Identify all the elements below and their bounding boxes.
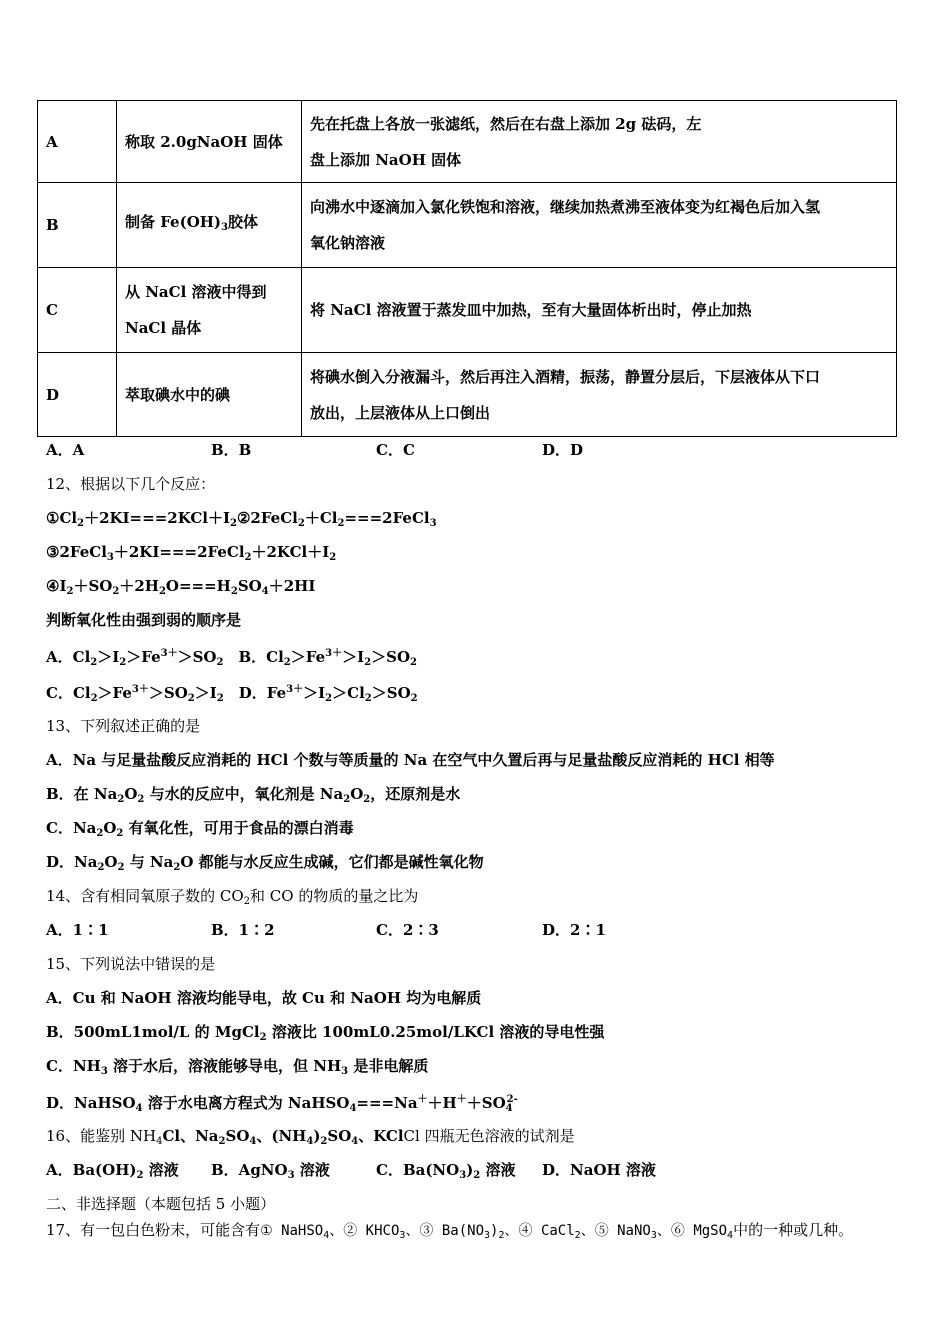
q12-options-ab: A．$Cl_2>I_2>Fe^{3+}>SO_2$ B．$Cl_2>Fe^{3+}>I_2>SO_2$: [46, 648, 417, 668]
row-operation: 萃取碘水中的碘: [117, 353, 302, 437]
row-method: 将 NaCl 溶液置于蒸发皿中加热，至有大量固体析出时，停止加热: [302, 268, 897, 353]
row-key: C: [38, 268, 117, 353]
row-operation: 称取 2.0gNaOH 固体: [117, 101, 302, 183]
q16-option-a: A．$Ba(OH)_2$ 溶液: [46, 1161, 179, 1181]
row-key: A: [38, 101, 117, 183]
table-row: [38, 101, 897, 183]
experiment-table: [37, 100, 897, 437]
row-key: B: [38, 183, 117, 268]
q14-stem: 14、含有相同氧原子数的 $CO_2$和 CO 的物质的量之比为: [46, 887, 419, 907]
q13-option-d: D．$Na_2O_2$ 与 $Na_2O$ 都能与水反应生成碱，它们都是碱性氧化物: [46, 853, 484, 873]
q15-option-c: C．$NH_3$ 溶于水后，溶液能够导电，但 $NH_3$ 是非电解质: [46, 1057, 429, 1077]
q12-reaction-4: $④I_2+SO_2+2H_2O===H_2SO_4+2HI$: [46, 577, 316, 597]
q12-stem: 12、根据以下几个反应：: [46, 475, 216, 493]
section-heading: 二、非选择题（本题包括 5 小题）: [46, 1195, 276, 1213]
q13-stem: 13、下列叙述正确的是: [46, 717, 201, 735]
q13-option-b: B．在 $Na_2O_2$ 与水的反应中，氧化剂是 $Na_2O_2$，还原剂是水: [46, 785, 461, 805]
q11-option-b: B．B: [211, 441, 252, 459]
q12-options-cd: C．$Cl_2>Fe^{3+}>SO_2>I_2$ D．$Fe^{3+}>I_2>Cl_2>SO_2$: [46, 684, 418, 704]
q15-option-a: A．Cu 和 NaOH 溶液均能导电，故 Cu 和 NaOH 均为电解质: [46, 989, 482, 1007]
q12-prompt: 判断氧化性由强到弱的顺序是: [46, 611, 242, 629]
q13-option-a: A．Na 与足量盐酸反应消耗的 HCl 个数与等质量的 Na 在空气中久置后再与足量盐酸反应消耗的 HCl 相等: [46, 751, 775, 769]
row-method: 先在托盘上各放一张滤纸，然后在右盘上添加 2g 砝码，左 盘上添加 NaOH 固体: [302, 101, 897, 183]
q11-option-c: C．C: [376, 441, 415, 459]
q15-option-b: B．500mL1mol/L 的 MgCl$_2$ 溶液比 100mL0.25mol/LKCl 溶液的导电性强: [46, 1023, 605, 1043]
q11-option-d: D．D: [542, 441, 584, 459]
q11-option-a: A．A: [46, 441, 85, 459]
row-method: 将碘水倒入分液漏斗，然后再注入酒精，振荡，静置分层后，下层液体从下口 放出，上层液体从上口倒出: [302, 353, 897, 437]
q16-option-c: C．$Ba(NO_3)_2$ 溶液: [376, 1161, 516, 1181]
table-row: [38, 353, 897, 437]
q16-option-d: D．NaOH 溶液: [542, 1161, 656, 1179]
q14-option-a: A．1∶1: [46, 921, 109, 939]
row-method: 向沸水中逐滴加入氯化铁饱和溶液，继续加热煮沸至液体变为红褐色后加入氢 氧化钠溶液: [302, 183, 897, 268]
q14-option-b: B．1∶2: [211, 921, 275, 939]
q17-stem: 17、有一包白色粉末，可能含有① NaHSO$_4$、② $KHCO_3$、③ $Ba(NO_3)_2$、④ CaCl$_2$、⑤ NaNO$_3$、⑥ MgSO$_4$中的一种或几种。: [46, 1221, 854, 1241]
q15-stem: 15、下列说法中错误的是: [46, 955, 216, 973]
table-row: [38, 268, 897, 353]
q14-option-d: D．2∶1: [542, 921, 606, 939]
table-row: [38, 183, 897, 268]
row-operation: 从 NaCl 溶液中得到 NaCl 晶体: [117, 268, 302, 353]
row-key: D: [38, 353, 117, 437]
q12-reaction-3: $③2FeCl_3+2KI===2FeCl_2+2KCl+I_2$: [46, 543, 337, 563]
q14-option-c: C．2∶3: [376, 921, 439, 939]
q12-reaction-1-2: $①Cl_2+2KI===2KCl+I_2②2FeCl_2+Cl_2===2FeCl_3$: [46, 509, 437, 529]
row-operation: 制备 $Fe(OH)_3$胶体: [117, 183, 302, 268]
q16-option-b: B．AgNO$_3$ 溶液: [211, 1161, 330, 1181]
q16-stem: 16、能鉴别 $NH_4Cl$、$Na_2SO_4$、$(NH_4)_2SO_4$、KClCl 四瓶无色溶液的试剂是: [46, 1127, 575, 1147]
q13-option-c: C．$Na_2O_2$ 有氧化性，可用于食品的漂白消毒: [46, 819, 354, 839]
q15-option-d: D．NaHSO$_4$ 溶于水电离方程式为 $NaHSO_4===Na^++H^++SO_4^{2-}$: [46, 1094, 518, 1114]
